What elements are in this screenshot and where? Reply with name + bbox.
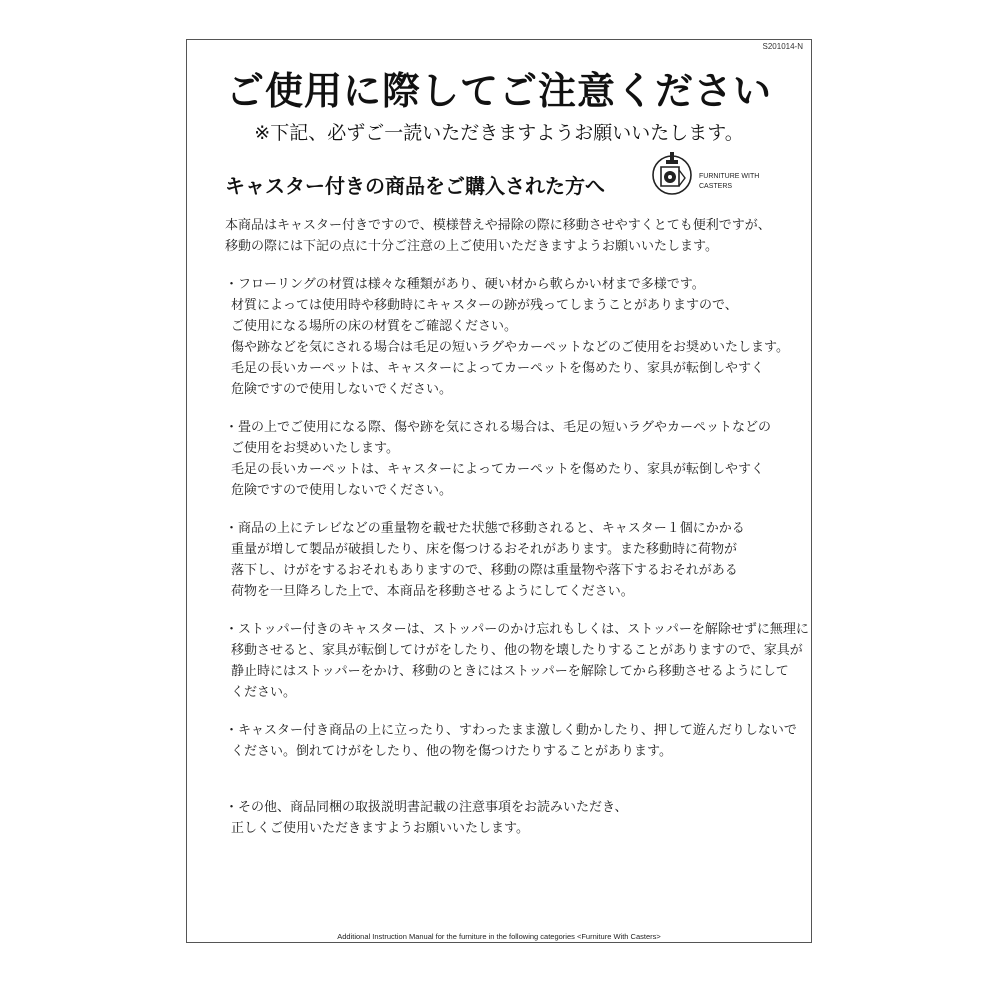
intro-line: 本商品はキャスター付きですので、模様替えや掃除の際に移動させやすくとても便利ですが、 [225, 218, 771, 233]
caution-line: ・ストッパー付きのキャスターは、ストッパーのかけ忘れもしくは、ストッパーを解除せずに無理に [225, 622, 809, 637]
page-subtitle: ※下記、必ずご一読いただきますようお願いいたします。 [254, 122, 744, 144]
caution-item-standing [225, 720, 805, 762]
section-heading: キャスター付きの商品をご購入された方へ [225, 174, 605, 198]
caution-line: 危険ですので使用しないでください。 [231, 382, 453, 397]
caution-line: ご使用をお奨めいたします。 [231, 441, 399, 456]
caution-item-other [225, 797, 805, 839]
intro-paragraph [225, 215, 805, 257]
logo-caption-line: CASTERS [699, 183, 733, 190]
notice-sheet [186, 39, 812, 943]
caution-line: ・フローリングの材質は様々な種類があり、硬い材から軟らかい材まで多様です。 [225, 277, 705, 292]
logo-caption-line: FURNITURE WITH [699, 173, 760, 180]
caution-line: 材質によっては使用時や移動時にキャスターの跡が残ってしまうことがありますので、 [231, 298, 738, 313]
caution-line: ください。 [231, 685, 297, 700]
caution-line: ・畳の上でご使用になる際、傷や跡を気にされる場合は、毛足の短いラグやカーペットなどの [225, 420, 772, 435]
caution-line: ・商品の上にテレビなどの重量物を載せた状態で移動されると、キャスター１個にかかる [225, 521, 745, 536]
caution-line: 静止時にはストッパーをかけ、移動のときにはストッパーを解除してから移動させるようにして [231, 664, 789, 679]
footer-note: Additional Instruction Manual for the furniture in the following categories <Furniture With Casters> [337, 932, 661, 941]
caution-line: 傷や跡などを気にされる場合は毛足の短いラグやカーペットなどのご使用をお奨めいたします。 [231, 340, 789, 355]
document-code: S201014-N [762, 42, 803, 51]
caution-line: ・その他、商品同梱の取扱説明書記載の注意事項をお読みいただき、 [225, 800, 628, 815]
notice-body [225, 215, 809, 856]
caution-line: 毛足の長いカーペットは、キャスターによってカーペットを傷めたり、家具が転倒しやすく [231, 361, 765, 376]
caution-line: ご使用になる場所の床の材質をご確認ください。 [231, 319, 518, 334]
page-title: ご使用に際してご注意ください [225, 69, 772, 113]
caution-item-tatami [225, 417, 805, 501]
caution-line: 危険ですので使用しないでください。 [231, 483, 453, 498]
caution-line: 落下し、けがをするおそれもありますので、移動の際は重量物や落下するおそれがある [231, 563, 738, 578]
caution-line: 毛足の長いカーペットは、キャスターによってカーペットを傷めたり、家具が転倒しやすく [231, 462, 765, 477]
caution-line: 重量が増して製品が破損したり、床を傷つけるおそれがあります。また移動時に荷物が [231, 542, 737, 557]
intro-line: 移動の際には下記の点に十分ご注意の上ご使用いただきますようお願いいたします。 [225, 239, 718, 254]
caster-wheel-icon [649, 150, 695, 196]
caution-line: ください。倒れてけがをしたり、他の物を傷つけたりすることがあります。 [231, 744, 672, 759]
caution-item-flooring [225, 274, 805, 400]
caution-item-stopper [225, 619, 809, 703]
caution-line: 荷物を一旦降ろした上で、本商品を移動させるようにしてください。 [231, 584, 634, 599]
caution-line: 移動させると、家具が転倒してけがをしたり、他の物を壊したりすることがありますので、家具が [231, 643, 803, 658]
caution-line: ・キャスター付き商品の上に立ったり、すわったまま激しく動かしたり、押して遊んだりしないで [225, 723, 797, 738]
caution-item-heavy-load [225, 518, 805, 602]
caution-line: 正しくご使用いただきますようお願いいたします。 [231, 821, 529, 836]
logo-caption [699, 172, 759, 192]
